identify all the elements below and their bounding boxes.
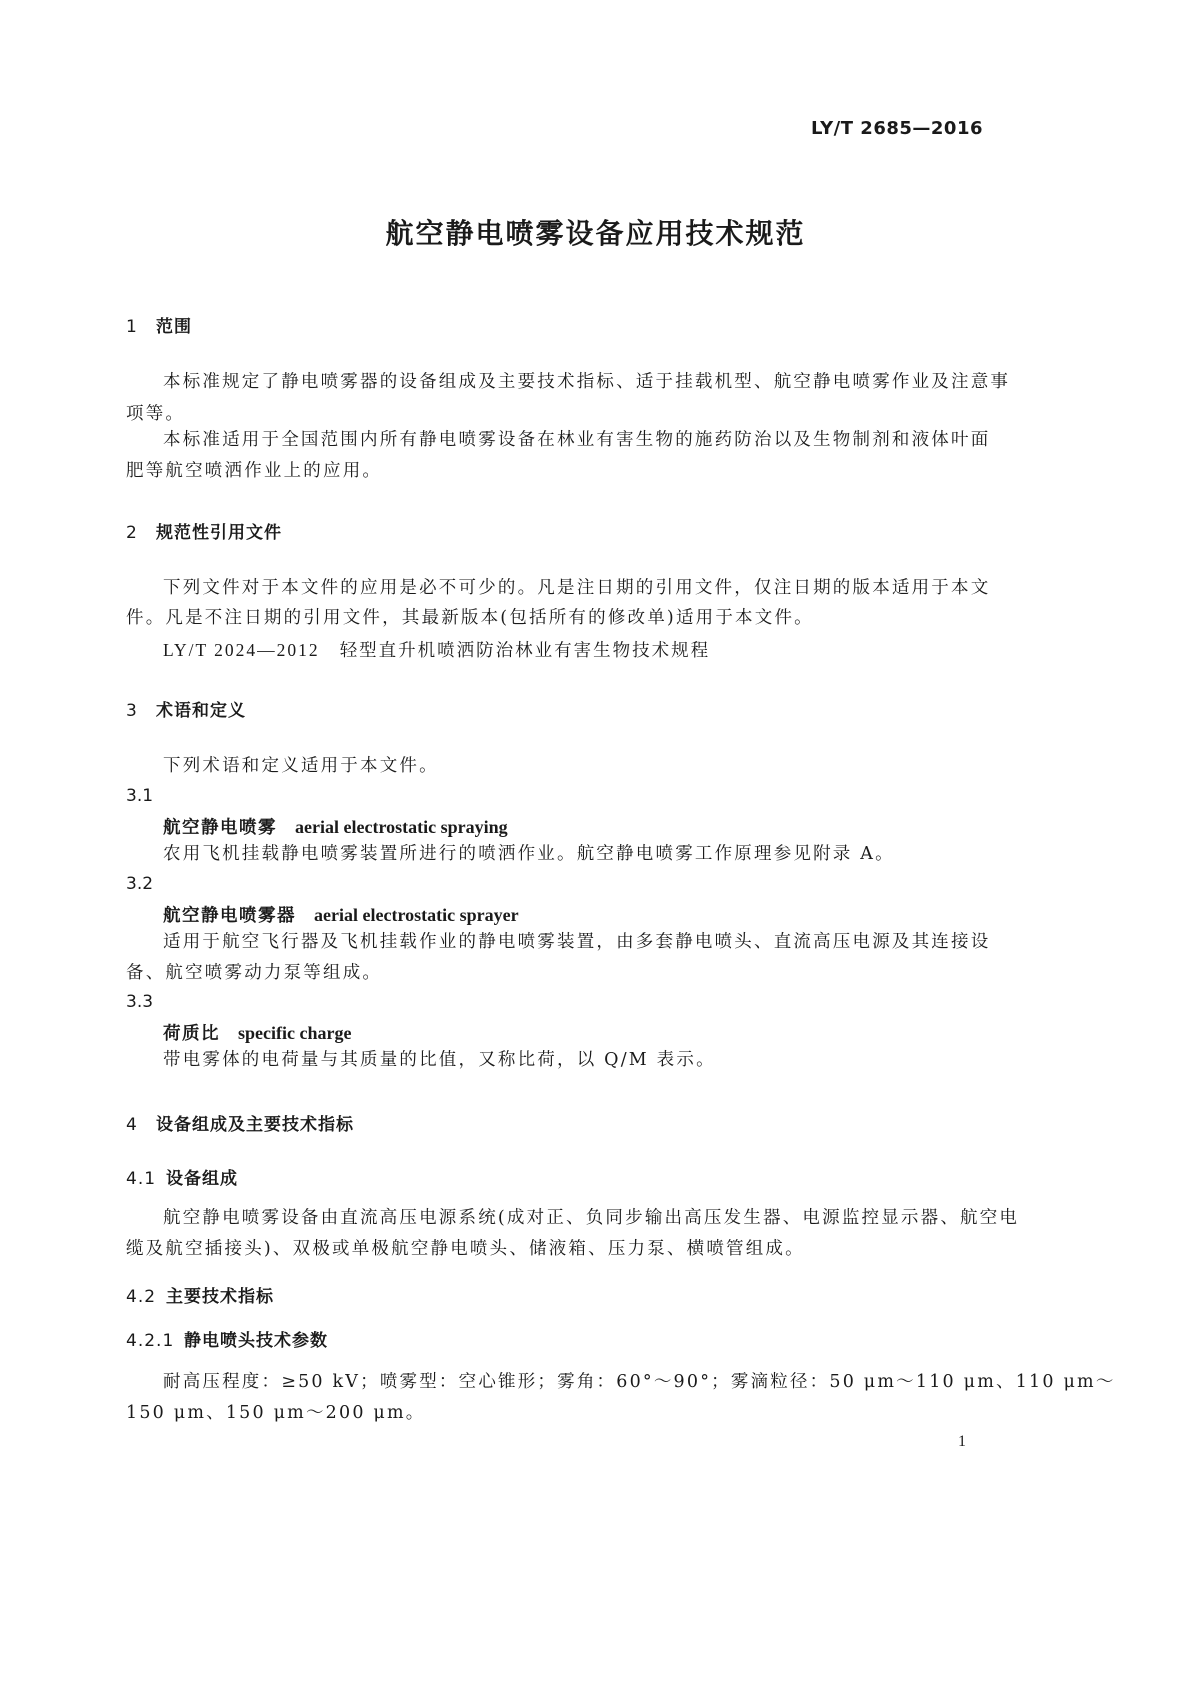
paragraph: 本标准适用于全国范围内所有静电喷雾设备在林业有害生物的施药防治以及生物制剂和液体叶面 (163, 430, 991, 450)
paragraph: 件。凡是不注日期的引用文件，其最新版本(包括所有的修改单)适用于本文件。 (126, 608, 814, 628)
term-chinese: 航空静电喷雾 (163, 818, 277, 838)
section-2-heading (126, 518, 282, 543)
paragraph: 下列术语和定义适用于本文件。 (163, 756, 439, 776)
paragraph: 下列文件对于本文件的应用是必不可少的。凡是注日期的引用文件，仅注日期的版本适用于本文 (163, 578, 991, 598)
term-chinese: 荷质比 (163, 1024, 220, 1044)
term-english: aerial electrostatic spraying (295, 817, 508, 837)
term-definition: 备、航空喷雾动力泵等组成。 (126, 963, 383, 983)
term-english: specific charge (238, 1023, 352, 1043)
section-number: 4 (126, 1115, 138, 1135)
term-number: 3.1 (126, 786, 154, 806)
section-number: 4.1 (126, 1169, 157, 1189)
subsection-4-2-heading (126, 1282, 274, 1307)
section-1-heading (126, 312, 192, 337)
paragraph: 项等。 (126, 404, 186, 424)
paragraph: 本标准规定了静电喷雾器的设备组成及主要技术指标、适于挂载机型、航空静电喷雾作业及注意事 (163, 372, 1011, 392)
paragraph: 航空静电喷雾设备由直流高压电源系统(成对正、负同步输出高压发生器、电源监控显示器、航空电 (163, 1208, 1020, 1228)
paragraph: 耐高压程度：≥50 kV；喷雾型：空心锥形；雾角：60°～90°；雾滴粒径：50 μm～110 μm、110 μm～ (163, 1372, 1116, 1392)
standard-number: LY/T 2685—2016 (810, 118, 983, 139)
section-title: 设备组成及主要技术指标 (156, 1115, 354, 1135)
section-number: 4.2 (126, 1287, 157, 1307)
section-title: 主要技术指标 (166, 1287, 274, 1307)
term-definition: 带电雾体的电荷量与其质量的比值，又称比荷，以 Q/M 表示。 (163, 1050, 716, 1070)
reference-code: LY/T 2024—2012 (163, 640, 320, 660)
subsection-4-2-1-heading (126, 1326, 328, 1351)
term-entry (163, 902, 519, 927)
document-title: 航空静电喷雾设备应用技术规范 (385, 217, 806, 250)
term-english: aerial electrostatic sprayer (314, 905, 519, 925)
page-number: 1 (958, 1433, 966, 1450)
section-title: 规范性引用文件 (156, 523, 282, 543)
term-entry (163, 1020, 351, 1045)
reference-title: 轻型直升机喷洒防治林业有害生物技术规程 (339, 641, 711, 661)
term-entry (163, 814, 508, 839)
section-number: 3 (126, 701, 138, 721)
term-definition: 农用飞机挂载静电喷雾装置所进行的喷洒作业。航空静电喷雾工作原理参见附录 A。 (163, 844, 895, 864)
term-chinese: 航空静电喷雾器 (163, 906, 296, 926)
section-number: 4.2.1 (126, 1331, 175, 1351)
section-title: 术语和定义 (156, 701, 246, 721)
section-title: 静电喷头技术参数 (184, 1331, 328, 1351)
term-number: 3.3 (126, 992, 154, 1012)
paragraph: 缆及航空插接头)、双极或单极航空静电喷头、储液箱、压力泵、横喷管组成。 (126, 1239, 805, 1259)
section-title: 设备组成 (166, 1169, 238, 1189)
section-3-heading (126, 696, 246, 721)
paragraph: 肥等航空喷洒作业上的应用。 (126, 461, 383, 481)
term-definition: 适用于航空飞行器及飞机挂载作业的静电喷雾装置，由多套静电喷头、直流高压电源及其连接设 (163, 932, 991, 952)
subsection-4-1-heading (126, 1164, 238, 1189)
section-number: 2 (126, 523, 138, 543)
paragraph: 150 μm、150 μm～200 μm。 (126, 1403, 426, 1423)
term-number: 3.2 (126, 874, 154, 894)
normative-reference (163, 634, 710, 667)
section-4-heading (126, 1110, 354, 1135)
section-number: 1 (126, 317, 138, 337)
section-title: 范围 (156, 317, 192, 337)
